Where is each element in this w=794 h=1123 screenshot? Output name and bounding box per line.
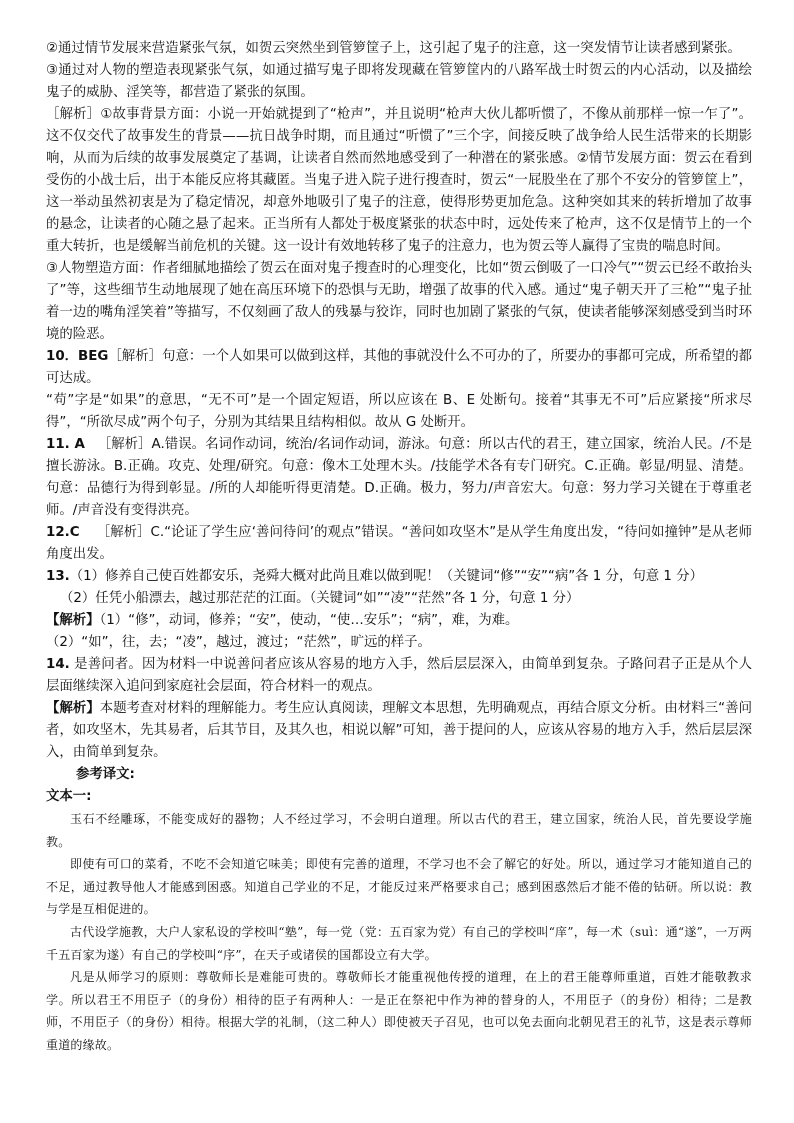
question-13-analysis-2: （2）“如”，往，去；“凌”，越过，渡过；“茫然”，旷远的样子。 <box>46 635 431 650</box>
question-10 <box>46 346 752 390</box>
question-11-answer: 11. A <box>46 437 85 452</box>
question-13-analysis <box>46 610 752 632</box>
question-14-analysis <box>46 698 752 764</box>
analysis-character: ③人物塑造方面：作者细腻地描绘了贺云在面对鬼子搜查时的心理变化，比如“贺云倒吸了一口冷气”“贺云已经不敢抬头了”等，这些细节生动地展现了她在高压环境下的恐惧与无助，增强了故事的代入感。通过“鬼子朝天开了三枪”“鬼子扯着一边的嘴角淫笑着”等描写，不仅刻画了敌人的残暴与狡诈，同时也加剧了紧张的气氛，使读者能够深刻感受到当时环境的险恶。 <box>46 261 752 342</box>
text-one-label: 文本一: <box>46 789 92 804</box>
question-13-part-2: （2）任凭小船漂去，越过那茫茫的江面。（关键词“如”“凌”“茫然”各 1 分，句意 1 分） <box>60 591 580 606</box>
translation-paragraph-4: 凡是从师学习的原则：尊敬师长是难能可贵的。尊敬师长才能重视他传授的道理，在上的君王能尊师重道，百姓才能敬教求学。所以君王不用臣子（的身份）相待的臣子有两种人：一是正在祭祀中作为神的替身的人，不用臣子（的身份）相待；二是教师，不用臣子（的身份）相待。根据大学的礼制，（这二种人）即使被天子召见，也可以免去面向北朝见君王的礼节，这是表示尊师重道的缘故。 <box>46 970 752 1052</box>
question-14-analysis-text: 本题考查对材料的理解能力。考生应认真阅读，理解文本思想，先明确观点，再结合原文分析。由材料三“善问者，如攻坚木，先其易者，后其节目，及其久也，相说以解”可知，善于提问的人，应该从容易的地方入手，然后层层深入，由简单到复杂。 <box>46 701 753 760</box>
question-10-analysis: ［解析］句意：一个人如果可以做到这样，其他的事就没什么不可办的了，所要办的事都可完成，所希望的都可达成。 <box>46 349 752 386</box>
reference-translation-heading: 参考译文: <box>76 767 135 782</box>
answer-paragraph-2: ②通过情节发展来营造紧张气氛，如贺云突然坐到管箩筐子上，这引起了鬼子的注意，这一突发情节让读者感到紧张。 <box>46 41 741 56</box>
translation-paragraph-3: 古代设学施教，大户人家私设的学校叫“塾”，每一党（党：五百家为党）有自己的学校叫“庠”，每一术（suì：通“遂”，一万两千五百家为遂）有自己的学校叫“序”，在天子或诸侯的国都设立有大学。 <box>46 924 752 962</box>
question-11-analysis: ［解析］A.错误。名词作动词，统治/名词作动词，游泳。句意：所以古代的君王，建立国家，统治人民。/不是擅长游泳。B.正确。攻克、处理/研究。句意：像木工处理木头。/技能学术各有专门研究。C.正确。彰显/明显、清楚。句意：品德行为得到彰显。/所的人却能听得更清楚。D.正确。极力，努力/声音宏大。句意：努力学习关键在于尊重老师。/声音没有变得洪亮。 <box>46 437 752 518</box>
question-12 <box>46 522 752 566</box>
question-13 <box>46 566 752 588</box>
question-13-analysis-1: （1）“修”，动词，修养；“安”，使动，“使…安乐”；“病”，难，为难。 <box>99 613 519 628</box>
question-13-part-1: （1）修养自己使百姓都安乐，尧舜大概对此尚且难以做到呢！（关键词“修”“安”“病”各 1 分，句意 1 分） <box>69 569 703 584</box>
question-10-detail: “苟”字是“如果”的意思，“无不可”是一个固定短语，所以应该在 B、E 处断句。接着“其事无不可”后应紧接“所求尽得”，“所欲尽成”两个句子，分别为其结果且结构相似。故从 G 处断开。 <box>46 393 752 430</box>
question-12-analysis: ［解析］C.“论证了学生应‘善问待问’的观点”错误。“善问如攻坚木”是从学生角度出发，“待问如撞钟”是从老师角度出发。 <box>46 525 752 562</box>
question-12-answer: 12.C <box>46 525 80 540</box>
analysis-label: 【解析】 <box>46 613 100 628</box>
analysis-label: 【解析】 <box>46 701 100 716</box>
question-14-answer: 是善问者。因为材料一中说善问者应该从容易的地方入手，然后层层深入，由简单到复杂。子路问君子正是从个人层面继续深入追问到家庭社会层面，符合材料一的观点。 <box>46 657 752 694</box>
translation-paragraph-1: 玉石不经雕琢，不能变成好的器物；人不经过学习，不会明白道理。所以古代的君王，建立国家，统治人民，首先要设学施教。 <box>46 812 752 849</box>
translation-paragraph-2: 即使有可口的菜肴，不吃不会知道它味美；即使有完善的道理，不学习也不会了解它的好处。所以，通过学习才能知道自己的不足，通过教导他人才能感到困惑。知道自己学业的不足，才能反过来严格要求自己；感到困惑然后才能不倦的钻研。所以说：教与学是互相促进的。 <box>46 857 752 917</box>
question-10-answer: 10．BEG <box>46 349 109 364</box>
question-14 <box>46 654 752 698</box>
question-14-number: 14. <box>46 657 70 672</box>
analysis-background-plot: ［解析］①故事背景方面：小说一开始就提到了“枪声”，并且说明“枪声大伙儿都听惯了，不像从前那样一惊一乍了”。这不仅交代了故事发生的背景——抗日战争时期，而且通过“听惯了”三个字，间接反映了战争给人民生活带来的长期影响，从而为后续的故事发展奠定了基调，让读者自然而然地感受到了一种潜在的紧张感。②情节发展方面：贺云在看到受伤的小战士后，出于本能反应将其藏匿。当鬼子进入院子进行搜查时，贺云“一屁股坐在了那个不安分的管箩筐上”，这一举动虽然初衷是为了稳定情况，却意外地吸引了鬼子的注意，使得形势更加危急。这种突如其来的转折增加了故事的悬念，让读者的心随之悬了起来。正当所有人都处于极度紧张的状态中时，远处传来了枪声，这不仅是情节上的一个重大转折，也是缓解当前危机的关键。这一设计有效地转移了鬼子的注意力，也为贺云等人赢得了宝贵的喘息时间。 <box>46 107 752 254</box>
question-11 <box>46 434 752 522</box>
question-13-number: 13. <box>46 569 70 584</box>
answer-paragraph-3: ③通过对人物的塑造表现紧张气氛，如通过描写鬼子即将发现藏在管箩筐内的八路军战士时贺云的内心活动，以及描绘鬼子的威胁、淫笑等，都营造了紧张的氛围。 <box>46 63 752 100</box>
